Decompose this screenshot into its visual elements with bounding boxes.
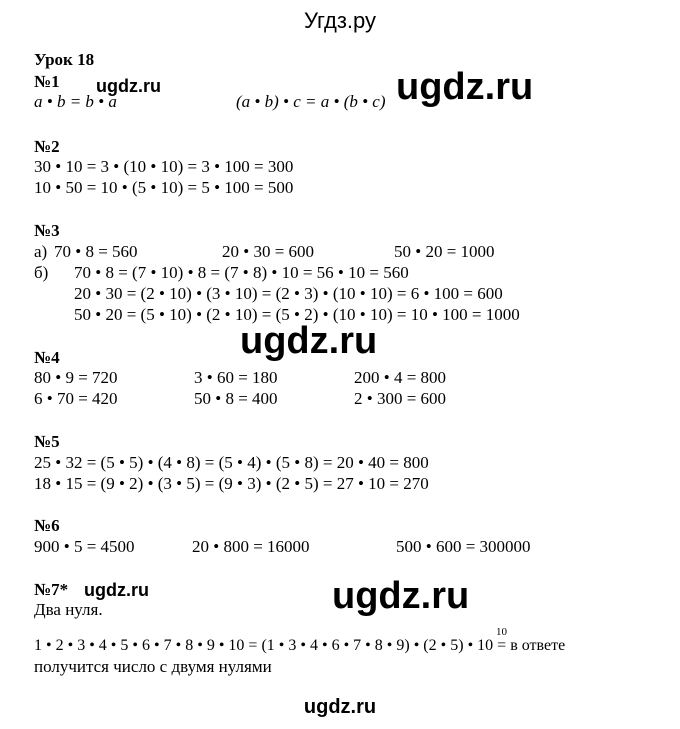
exercise-1-number: №1 bbox=[34, 72, 60, 91]
exercise-3-number: №3 bbox=[34, 221, 60, 240]
site-header-title: Угдз.ру bbox=[303, 8, 377, 33]
exercise-3-a-item: 70 • 8 = 560 bbox=[54, 242, 138, 261]
watermark-large: ugdz.ru bbox=[332, 575, 470, 617]
exercise-7-superscript: 10 bbox=[496, 626, 507, 638]
exercise-2-line: 30 • 10 = 3 • (10 • 10) = 3 • 100 = 300 bbox=[34, 157, 294, 176]
exercise-4-item: 3 • 60 = 180 bbox=[194, 368, 278, 387]
exercise-3-b-line: 70 • 8 = (7 • 10) • 8 = (7 • 8) • 10 = 56 • 10 = 560 bbox=[74, 263, 409, 282]
exercise-6-item: 900 • 5 = 4500 bbox=[34, 537, 135, 556]
exercise-5-line: 18 • 15 = (9 • 2) • (3 • 5) = (9 • 3) • (2 • 5) = 27 • 10 = 270 bbox=[34, 474, 429, 493]
exercise-4-item: 80 • 9 = 720 bbox=[34, 368, 118, 387]
exercise-6-number: №6 bbox=[34, 516, 60, 535]
exercise-6-item: 20 • 800 = 16000 bbox=[192, 537, 310, 556]
exercise-2-number: №2 bbox=[34, 137, 60, 156]
exercise-3-a-label: а) bbox=[34, 242, 48, 261]
watermark-large: ugdz.ru bbox=[240, 320, 378, 362]
exercise-3-b-label: б) bbox=[34, 263, 49, 282]
exercise-4-item: 2 • 300 = 600 bbox=[354, 389, 447, 408]
exercise-7-line: получится число с двумя нулями bbox=[34, 657, 272, 676]
exercise-4-item: 200 • 4 = 800 bbox=[354, 368, 447, 387]
watermark-large: ugdz.ru bbox=[396, 66, 534, 108]
watermark-small: ugdz.ru bbox=[96, 76, 161, 96]
exercise-5-line: 25 • 32 = (5 • 5) • (4 • 8) = (5 • 4) • (5 • 8) = 20 • 40 = 800 bbox=[34, 453, 429, 472]
exercise-7-answer: Два нуля. bbox=[34, 600, 103, 619]
watermark-small: ugdz.ru bbox=[84, 580, 149, 600]
formula-associative: (a • b) • c = a • (b • c) bbox=[236, 92, 386, 111]
footer-watermark: ugdz.ru bbox=[303, 696, 377, 718]
exercise-3-b-line: 20 • 30 = (2 • 10) • (3 • 10) = (2 • 3) • (10 • 10) = 6 • 100 = 600 bbox=[74, 284, 503, 303]
exercise-2-line: 10 • 50 = 10 • (5 • 10) = 5 • 100 = 500 bbox=[34, 178, 294, 197]
lesson-title: Урок 18 bbox=[34, 50, 95, 69]
exercise-4-number: №4 bbox=[34, 348, 60, 367]
exercise-3-a-item: 20 • 30 = 600 bbox=[222, 242, 315, 261]
exercise-7-number: №7* bbox=[34, 580, 69, 599]
exercise-4-item: 6 • 70 = 420 bbox=[34, 389, 118, 408]
exercise-7-line: 1 • 2 • 3 • 4 • 5 • 6 • 7 • 8 • 9 • 10 = (1 • 3 • 4 • 6 • 7 • 8 • 9) • (2 • 5) • 10 = в ответе bbox=[34, 637, 566, 654]
exercise-6-item: 500 • 600 = 300000 bbox=[396, 537, 531, 556]
formula-commutative: a • b = b • a bbox=[34, 92, 117, 111]
exercise-5-number: №5 bbox=[34, 432, 60, 451]
exercise-3-a-item: 50 • 20 = 1000 bbox=[394, 242, 495, 261]
exercise-4-item: 50 • 8 = 400 bbox=[194, 389, 278, 408]
exercise-3-b-line: 50 • 20 = (5 • 10) • (2 • 10) = (5 • 2) • (10 • 10) = 10 • 100 = 1000 bbox=[74, 305, 520, 324]
